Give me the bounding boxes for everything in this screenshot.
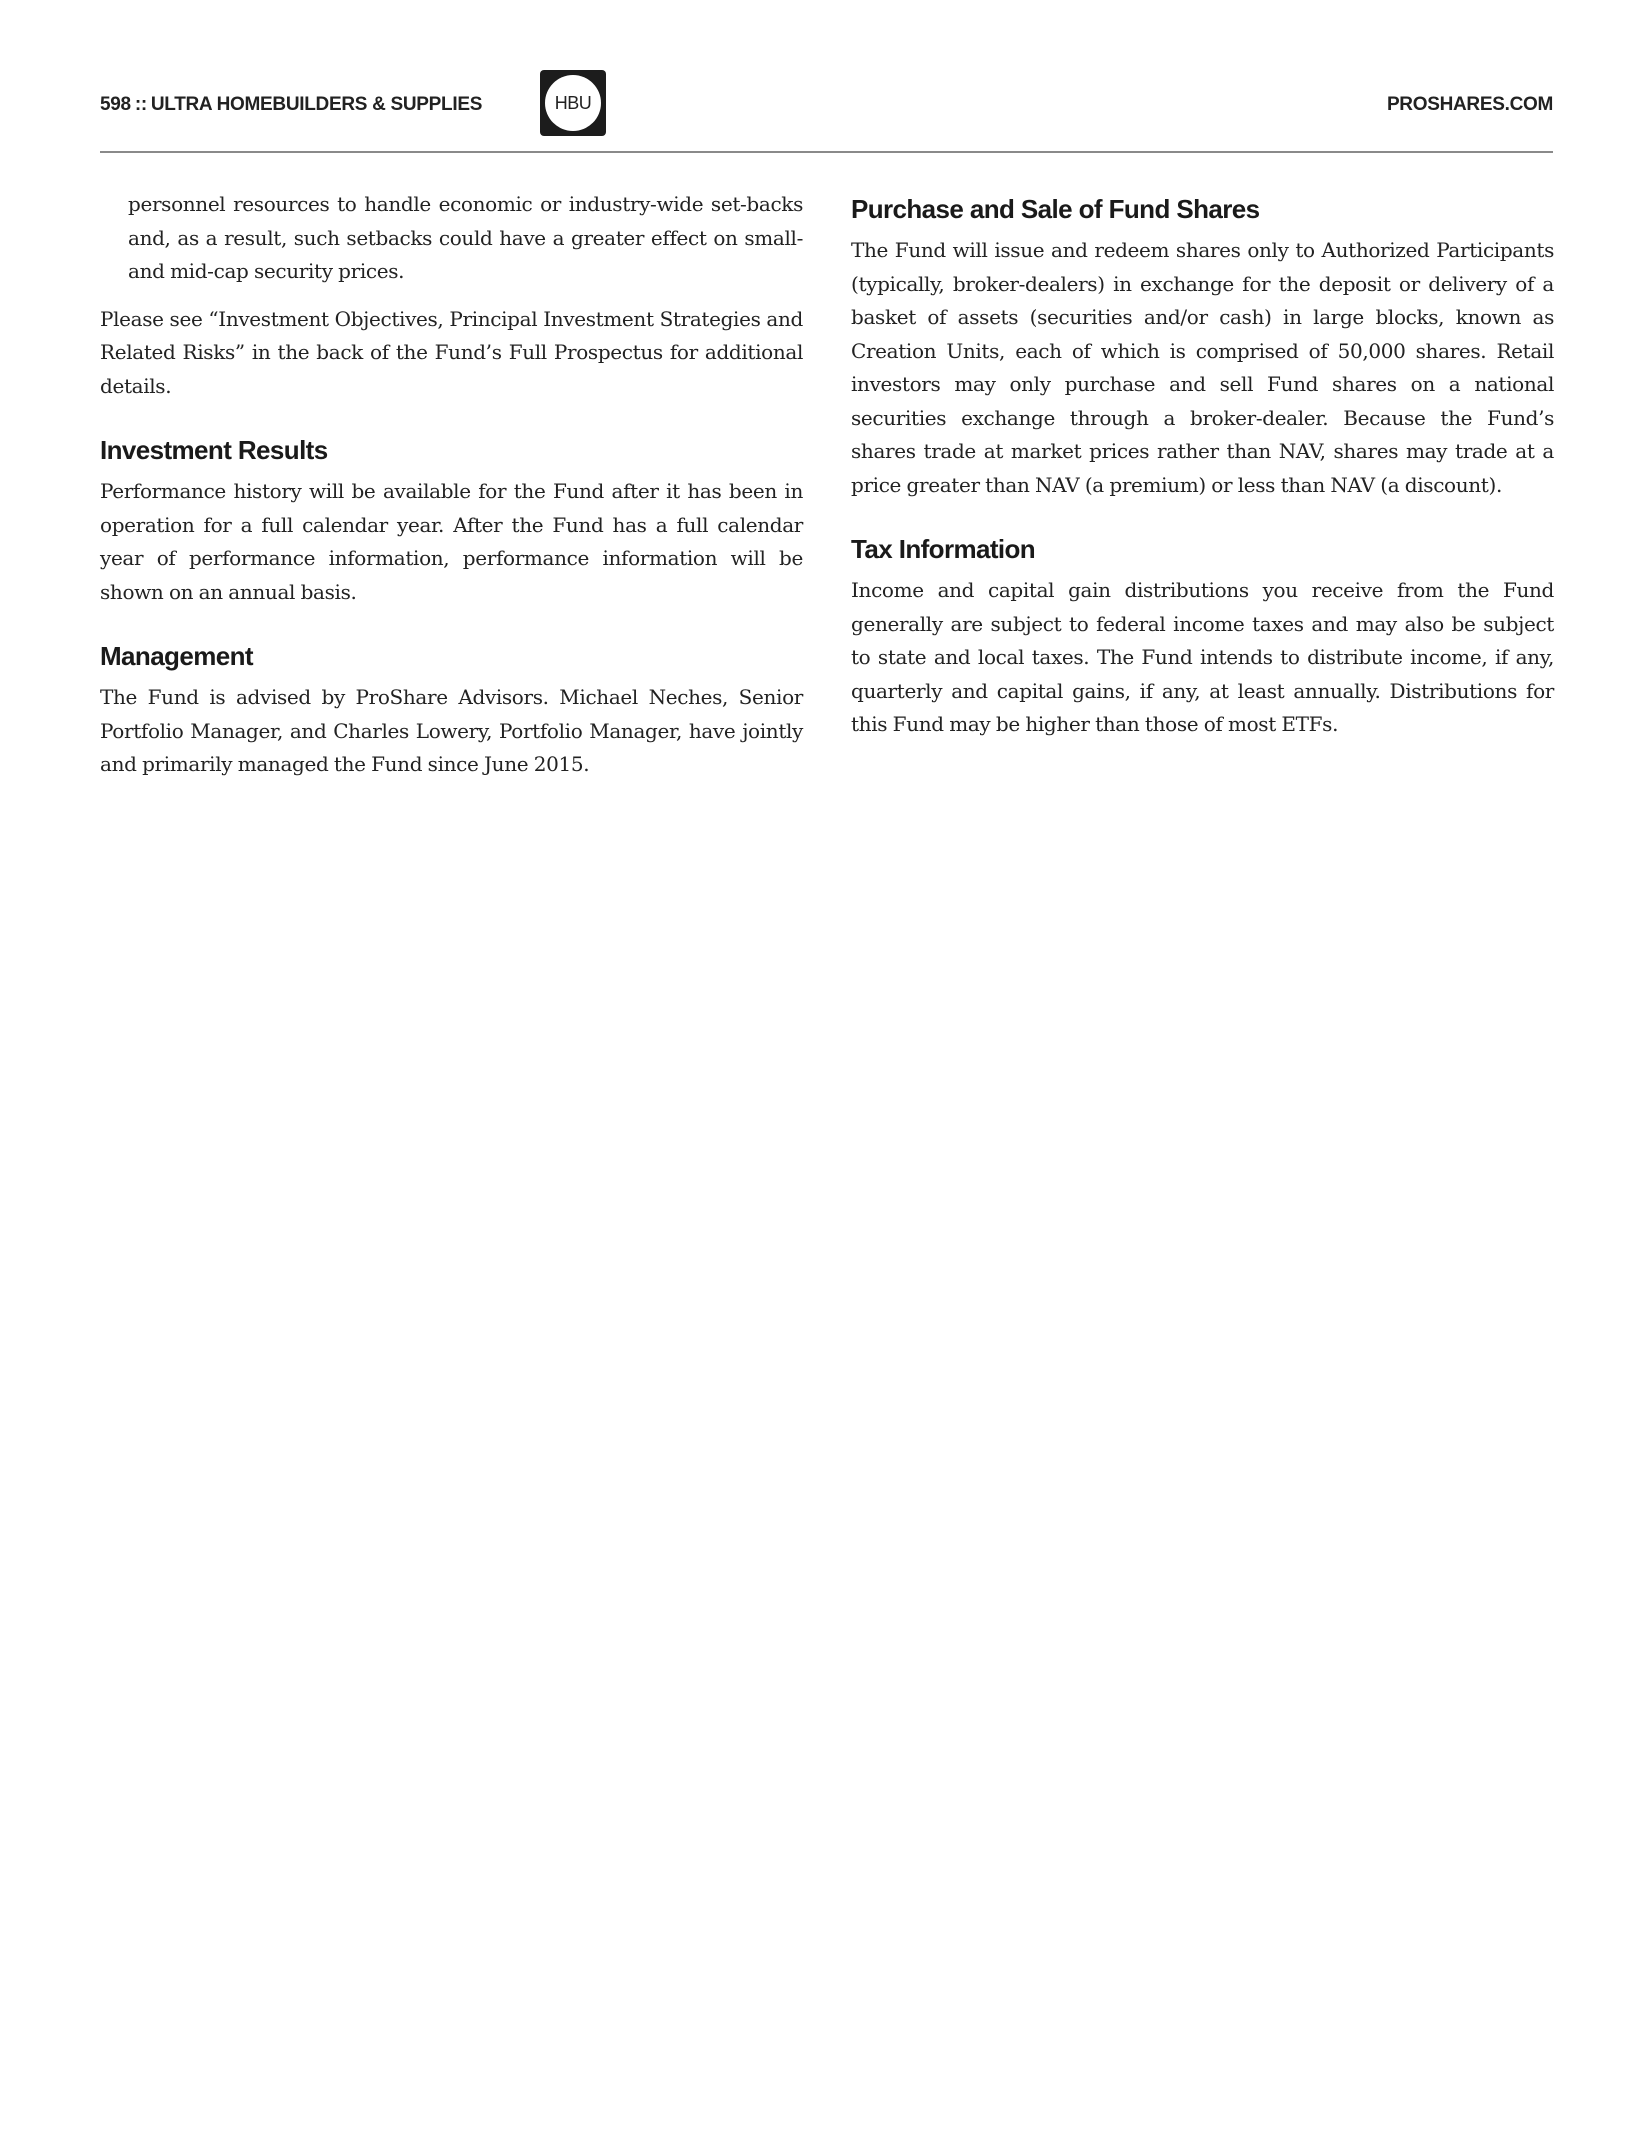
management-heading: Management — [100, 641, 253, 671]
investment-results-body: Performance history will be available for the Fund after it has been in operation for a full calendar year. After the Fund has a full calendar year of performance information, performance information will be shown on an annual basis. — [100, 479, 803, 604]
management-body: The Fund is advised by ProShare Advisors. Michael Neches, Senior Portfolio Manager, and Charles Lowery, Portfolio Manager, have jointly and primarily managed the Fund since June 2015. — [100, 685, 803, 776]
page-header — [100, 86, 1553, 142]
page-number: 598 — [100, 94, 131, 115]
see-prospectus-paragraph: Please see “Investment Objectives, Principal Investment Strategies and Related Risks” in the back of the Fund’s Full Prospectus for additional details. — [100, 306, 803, 398]
purchase-sale-body: The Fund will issue and redeem shares only to Authorized Participants (typically, broker-dealers) in exchange for the deposit or delivery of a basket of assets (securities and/or cash) in large blocks, known as Creation Units, each of which is comprised of 50,000 shares. Retail investors may only purchase and sell Fund shares on a national securities exchange through a broker-dealer. Because the Fund’s shares trade at market prices rather than NAV, shares may trade at a price greater than NAV (a premium) or less than NAV (a discount). — [851, 238, 1554, 497]
ticker-circle — [545, 75, 601, 131]
right-column — [851, 192, 1554, 756]
header-separator: :: — [134, 94, 147, 115]
tax-information-body: Income and capital gain distributions you receive from the Fund generally are subject to federal income taxes and may also be subject to state and local taxes. The Fund intends to distribute income, if any, quarterly and capital gains, if any, at least annually. Distributions for this Fund may be higher than those of most ETFs. — [851, 578, 1554, 736]
continued-paragraph: personnel resources to handle economic or industry-wide set-backs and, as a result, such setbacks could have a greater effect on small- and mid-cap security prices. — [128, 192, 803, 283]
ticker-label: HBU — [554, 92, 592, 113]
ticker-badge — [540, 70, 606, 136]
website-label: PROSHARES.COM — [1386, 94, 1553, 115]
header-title-group — [100, 94, 482, 116]
purchase-sale-heading: Purchase and Sale of Fund Shares — [851, 194, 1260, 224]
investment-results-heading: Investment Results — [100, 435, 328, 465]
tax-information-heading: Tax Information — [851, 534, 1036, 564]
header-divider — [100, 151, 1553, 153]
fund-title: ULTRA HOMEBUILDERS & SUPPLIES — [150, 94, 483, 115]
left-column — [100, 188, 803, 796]
